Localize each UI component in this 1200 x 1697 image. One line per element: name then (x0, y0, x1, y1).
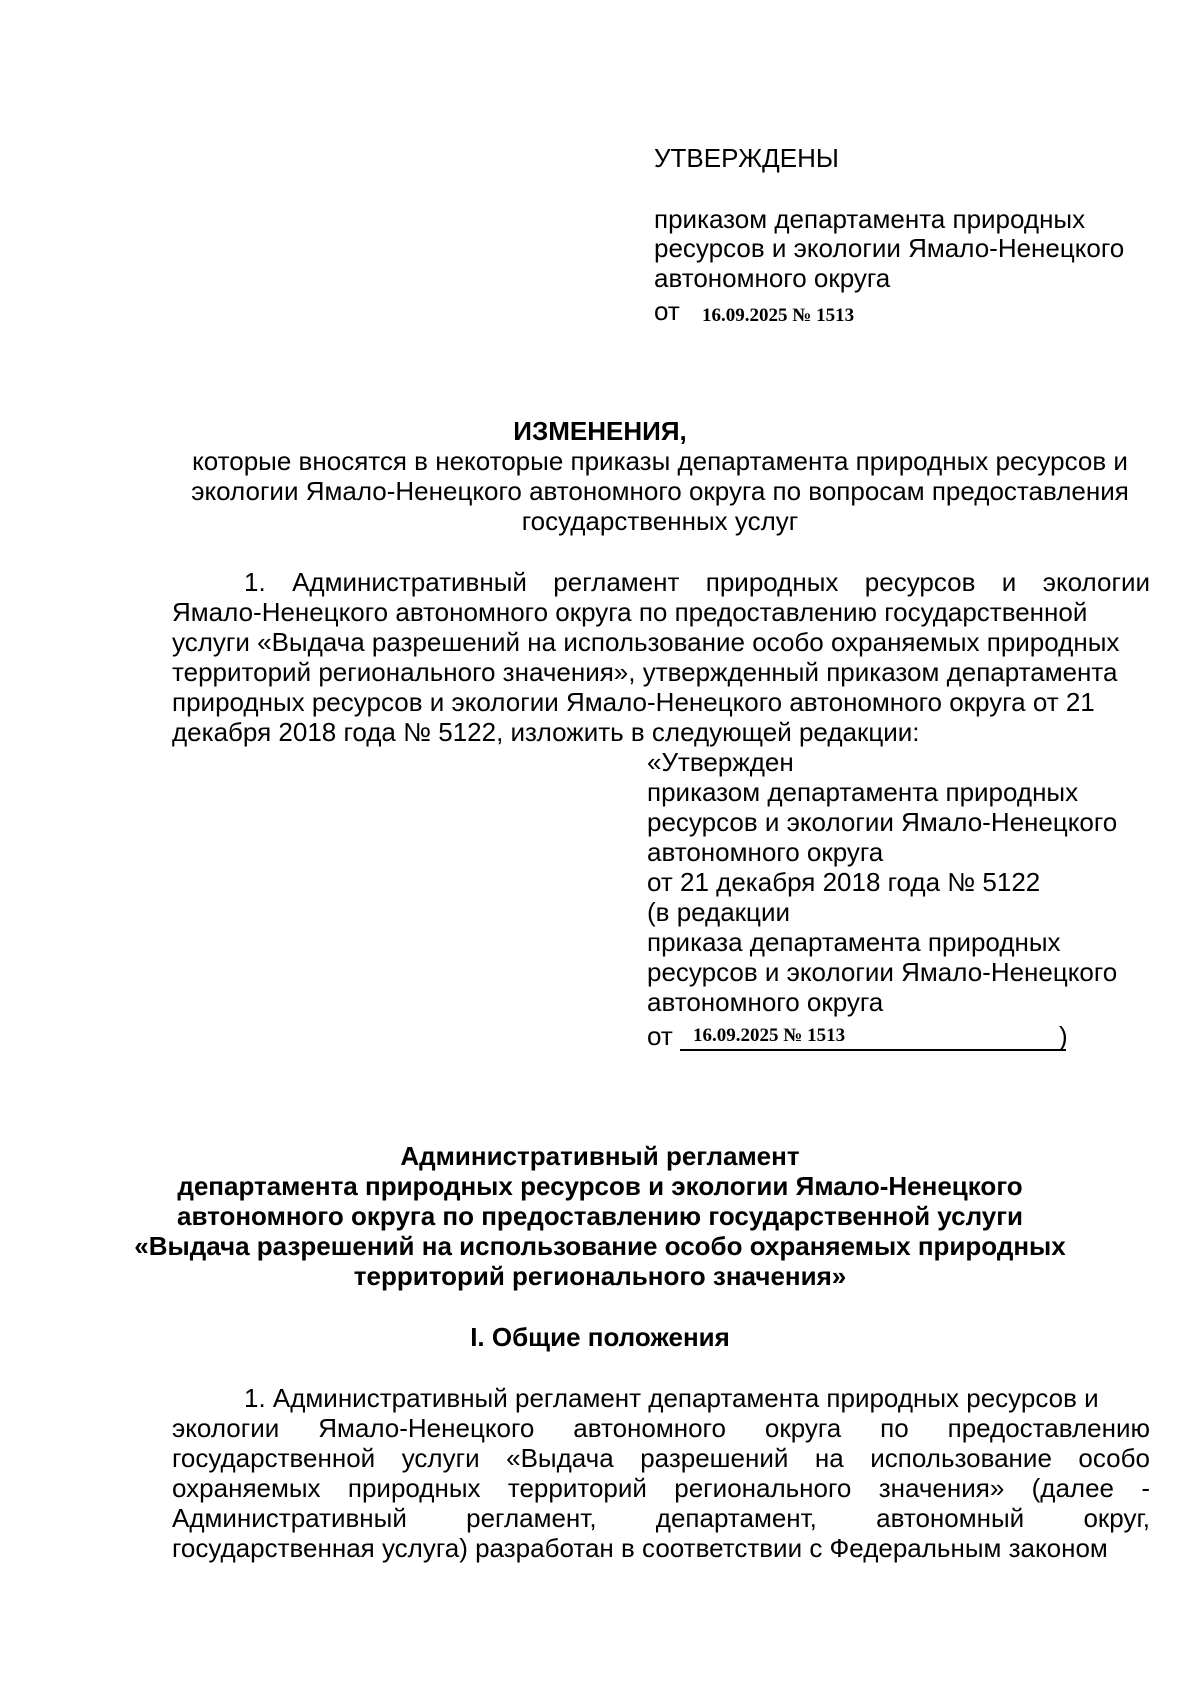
item1-line: природных ресурсов и экологии Ямало-Ненецкого автономного округа от 21 (172, 687, 1095, 717)
item1-line: услуги «Выдача разрешений на использование особо охраняемых природных (172, 627, 1120, 657)
para1-line: государственная услуга) разработан в соответствии с Федеральным законом (172, 1533, 1108, 1563)
approved-line: от 21 декабря 2018 года № 5122 (647, 867, 1041, 897)
item1-line: территорий регионального значения», утвержденный приказом департамента (172, 657, 1118, 687)
approval-line: автономного округа (654, 263, 891, 293)
approved-line: автономного округа (647, 837, 884, 867)
item1-line: Ямало-Ненецкого автономного округа по предоставлению государственной (172, 597, 1088, 627)
para1-line: Административный регламент, департамент, автономный округ, (172, 1503, 1150, 1533)
section-title: I. Общие положения (470, 1322, 730, 1352)
para1-line: экологии Ямало-Ненецкого автономного округа по предоставлению (172, 1413, 1150, 1443)
approved-closing-paren: ) (1059, 1021, 1068, 1051)
item1-first-line: 1. Административный регламент природных ресурсов и экологии (244, 567, 1150, 597)
para1-line: государственной услуги «Выдача разрешений на использование особо (172, 1443, 1150, 1473)
approved-line: ресурсов и экологии Ямало-Ненецкого (647, 807, 1118, 837)
changes-subtitle-line: государственных услуг (521, 506, 799, 536)
para1-first-line: 1. Административный регламент департамента природных ресурсов и (244, 1383, 1099, 1413)
changes-title: ИЗМЕНЕНИЯ, (513, 416, 687, 446)
regulation-title-line: Административный регламент (400, 1141, 800, 1171)
item1-line: декабря 2018 года № 5122, изложить в следующей редакции: (172, 717, 920, 747)
approval-from-label: от (654, 296, 680, 326)
approved-line: приказа департамента природных (647, 927, 1061, 957)
approval-title: УТВЕРЖДЕНЫ (654, 143, 839, 173)
regulation-title-line: «Выдача разрешений на использование особо охраняемых природных (134, 1231, 1066, 1261)
approved-from-label: от (647, 1021, 673, 1051)
approved-line: (в редакции (647, 897, 790, 927)
approved-line: ресурсов и экологии Ямало-Ненецкого (647, 957, 1118, 987)
date-underline (680, 1049, 1066, 1051)
approved-date-number: 16.09.2025 № 1513 (693, 1025, 846, 1046)
regulation-title-line: автономного округа по предоставлению государственной услуги (176, 1201, 1024, 1231)
approval-line: приказом департамента природных (654, 204, 1086, 234)
approved-line: автономного округа (647, 987, 884, 1017)
approval-line: ресурсов и экологии Ямало-Ненецкого (654, 233, 1125, 263)
approval-date-number: 16.09.2025 № 1513 (702, 305, 855, 326)
approved-line: «Утвержден (647, 747, 794, 777)
para1-line: охраняемых природных территорий регионального значения» (далее - (172, 1473, 1150, 1503)
approved-line: приказом департамента природных (647, 777, 1079, 807)
changes-subtitle-line: которые вносятся в некоторые приказы департамента природных ресурсов и (192, 446, 1128, 476)
regulation-title-line: территорий регионального значения» (353, 1261, 847, 1291)
regulation-title-line: департамента природных ресурсов и экологии Ямало-Ненецкого (177, 1171, 1023, 1201)
changes-subtitle-line: экологии Ямало-Ненецкого автономного округа по вопросам предоставления (191, 476, 1129, 506)
